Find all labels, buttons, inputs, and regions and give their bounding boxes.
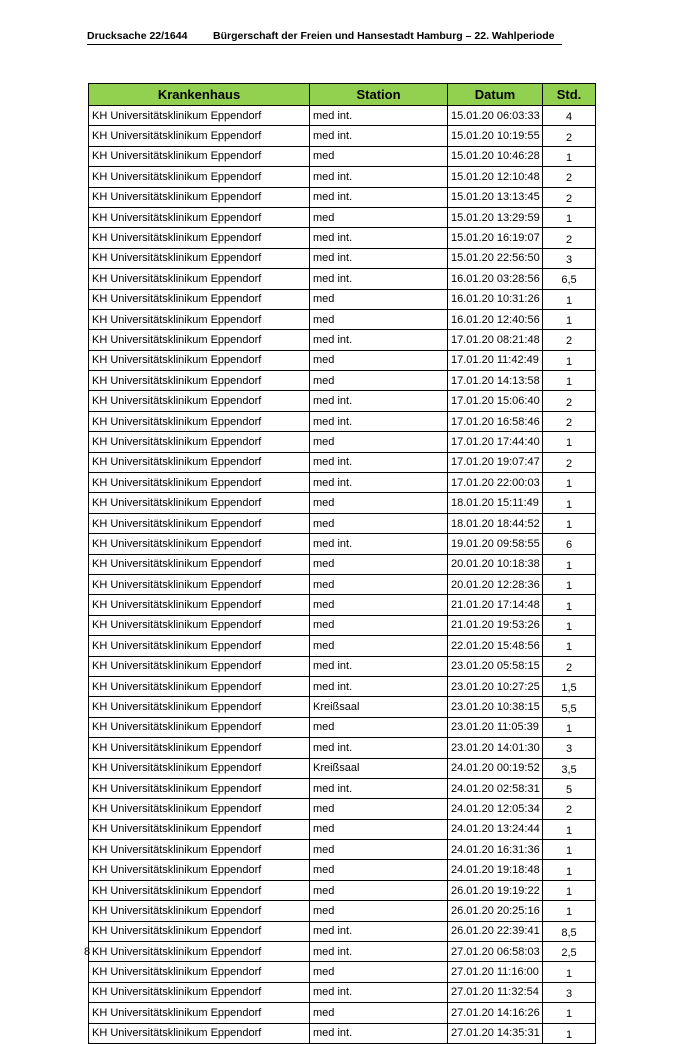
hospital-cell: KH Universitätsklinikum Eppendorf (89, 962, 310, 982)
table-row (89, 636, 596, 656)
date-cell: 24.01.20 16:31:36 (448, 840, 543, 860)
hours-cell: 1 (543, 473, 596, 493)
station-cell: med (310, 636, 448, 656)
station-cell: med (310, 554, 448, 574)
hospital-cell: KH Universitätsklinikum Eppendorf (89, 473, 310, 493)
station-cell: med (310, 880, 448, 900)
hours-cell: 2 (543, 126, 596, 146)
hospital-cell: KH Universitätsklinikum Eppendorf (89, 187, 310, 207)
hours-cell: 1 (543, 146, 596, 166)
table-row (89, 962, 596, 982)
date-cell: 21.01.20 19:53:26 (448, 615, 543, 635)
table-row (89, 799, 596, 819)
hours-cell: 1 (543, 574, 596, 594)
date-cell: 22.01.20 15:48:56 (448, 636, 543, 656)
table-row (89, 248, 596, 268)
table-row (89, 840, 596, 860)
document-number: Drucksache 22/1644 (87, 30, 188, 42)
date-cell: 26.01.20 22:39:41 (448, 921, 543, 941)
parliament-title: Bürgerschaft der Freien und Hansestadt Hamburg – 22. Wahlperiode (213, 30, 555, 42)
date-cell: 17.01.20 22:00:03 (448, 473, 543, 493)
date-cell: 19.01.20 09:58:55 (448, 534, 543, 554)
hospital-cell: KH Universitätsklinikum Eppendorf (89, 799, 310, 819)
hospital-cell: KH Universitätsklinikum Eppendorf (89, 574, 310, 594)
station-cell: med int. (310, 1023, 448, 1043)
table-row (89, 778, 596, 798)
station-cell: med (310, 901, 448, 921)
station-cell: med (310, 371, 448, 391)
hospital-cell: KH Universitätsklinikum Eppendorf (89, 717, 310, 737)
hours-cell: 1 (543, 513, 596, 533)
station-cell: med (310, 1003, 448, 1023)
hospital-cell: KH Universitätsklinikum Eppendorf (89, 636, 310, 656)
station-cell: med int. (310, 187, 448, 207)
date-cell: 20.01.20 10:18:38 (448, 554, 543, 574)
hospital-cell: KH Universitätsklinikum Eppendorf (89, 860, 310, 880)
hours-cell: 1 (543, 717, 596, 737)
hospital-cell: KH Universitätsklinikum Eppendorf (89, 819, 310, 839)
station-cell: med int. (310, 228, 448, 248)
date-cell: 23.01.20 05:58:15 (448, 656, 543, 676)
hours-cell: 2,5 (543, 942, 596, 962)
table-row (89, 228, 596, 248)
hours-cell: 2 (543, 452, 596, 472)
hospital-cell: KH Universitätsklinikum Eppendorf (89, 554, 310, 574)
hospital-cell: KH Universitätsklinikum Eppendorf (89, 309, 310, 329)
table-row (89, 106, 596, 126)
date-cell: 17.01.20 19:07:47 (448, 452, 543, 472)
table-row (89, 921, 596, 941)
table-row (89, 371, 596, 391)
date-cell: 17.01.20 16:58:46 (448, 411, 543, 431)
hospital-cell: KH Universitätsklinikum Eppendorf (89, 513, 310, 533)
table-header-row (89, 84, 596, 106)
date-cell: 23.01.20 14:01:30 (448, 738, 543, 758)
column-header-std: Std. (543, 84, 596, 106)
hospital-cell: KH Universitätsklinikum Eppendorf (89, 840, 310, 860)
station-cell: med (310, 574, 448, 594)
station-cell: med (310, 595, 448, 615)
table-row (89, 982, 596, 1002)
station-cell: med int. (310, 778, 448, 798)
hours-cell: 1 (543, 615, 596, 635)
hours-cell: 1 (543, 860, 596, 880)
hospital-cell: KH Universitätsklinikum Eppendorf (89, 248, 310, 268)
hours-cell: 2 (543, 167, 596, 187)
station-cell: med int. (310, 738, 448, 758)
date-cell: 23.01.20 10:38:15 (448, 697, 543, 717)
hours-cell: 1 (543, 554, 596, 574)
hospital-cell: KH Universitätsklinikum Eppendorf (89, 942, 310, 962)
hours-cell: 4 (543, 106, 596, 126)
station-cell: med int. (310, 330, 448, 350)
hours-cell: 5 (543, 778, 596, 798)
hospital-cell: KH Universitätsklinikum Eppendorf (89, 758, 310, 778)
hours-cell: 1,5 (543, 676, 596, 696)
table-row (89, 167, 596, 187)
station-cell: med (310, 493, 448, 513)
table-body (89, 106, 596, 1044)
table-row (89, 411, 596, 431)
date-cell: 27.01.20 14:16:26 (448, 1003, 543, 1023)
table-row (89, 676, 596, 696)
table-row (89, 942, 596, 962)
station-cell: Kreißsaal (310, 697, 448, 717)
hours-cell: 2 (543, 391, 596, 411)
hours-cell: 1 (543, 819, 596, 839)
shift-table (88, 83, 596, 1044)
table-row (89, 473, 596, 493)
table-row (89, 187, 596, 207)
hospital-cell: KH Universitätsklinikum Eppendorf (89, 126, 310, 146)
date-cell: 15.01.20 12:10:48 (448, 167, 543, 187)
hours-cell: 1 (543, 962, 596, 982)
running-header (87, 30, 562, 45)
date-cell: 24.01.20 02:58:31 (448, 778, 543, 798)
hospital-cell: KH Universitätsklinikum Eppendorf (89, 167, 310, 187)
table-row (89, 554, 596, 574)
date-cell: 15.01.20 13:29:59 (448, 207, 543, 227)
table-row (89, 819, 596, 839)
hours-cell: 1 (543, 493, 596, 513)
table-row (89, 269, 596, 289)
hospital-cell: KH Universitätsklinikum Eppendorf (89, 228, 310, 248)
hours-cell: 2 (543, 799, 596, 819)
date-cell: 17.01.20 15:06:40 (448, 391, 543, 411)
hours-cell: 8,5 (543, 921, 596, 941)
station-cell: Kreißsaal (310, 758, 448, 778)
date-cell: 17.01.20 17:44:40 (448, 432, 543, 452)
table-row (89, 146, 596, 166)
hours-cell: 3 (543, 738, 596, 758)
table-row (89, 493, 596, 513)
hospital-cell: KH Universitätsklinikum Eppendorf (89, 595, 310, 615)
date-cell: 15.01.20 22:56:50 (448, 248, 543, 268)
hospital-cell: KH Universitätsklinikum Eppendorf (89, 350, 310, 370)
date-cell: 27.01.20 11:32:54 (448, 982, 543, 1002)
hours-cell: 3 (543, 982, 596, 1002)
hospital-cell: KH Universitätsklinikum Eppendorf (89, 534, 310, 554)
station-cell: med int. (310, 106, 448, 126)
hours-cell: 2 (543, 228, 596, 248)
station-cell: med (310, 860, 448, 880)
hospital-cell: KH Universitätsklinikum Eppendorf (89, 697, 310, 717)
hours-cell: 1 (543, 1003, 596, 1023)
table-row (89, 901, 596, 921)
date-cell: 16.01.20 10:31:26 (448, 289, 543, 309)
station-cell: med (310, 819, 448, 839)
date-cell: 16.01.20 03:28:56 (448, 269, 543, 289)
hospital-cell: KH Universitätsklinikum Eppendorf (89, 1003, 310, 1023)
hospital-cell: KH Universitätsklinikum Eppendorf (89, 738, 310, 758)
hospital-cell: KH Universitätsklinikum Eppendorf (89, 1023, 310, 1043)
date-cell: 24.01.20 12:05:34 (448, 799, 543, 819)
hours-cell: 2 (543, 330, 596, 350)
date-cell: 17.01.20 11:42:49 (448, 350, 543, 370)
table-row (89, 452, 596, 472)
date-cell: 27.01.20 06:58:03 (448, 942, 543, 962)
date-cell: 18.01.20 18:44:52 (448, 513, 543, 533)
date-cell: 15.01.20 06:03:33 (448, 106, 543, 126)
table-row (89, 738, 596, 758)
hospital-cell: KH Universitätsklinikum Eppendorf (89, 146, 310, 166)
hospital-cell: KH Universitätsklinikum Eppendorf (89, 615, 310, 635)
station-cell: med (310, 962, 448, 982)
date-cell: 27.01.20 14:35:31 (448, 1023, 543, 1043)
station-cell: med (310, 717, 448, 737)
date-cell: 20.01.20 12:28:36 (448, 574, 543, 594)
hours-cell: 5,5 (543, 697, 596, 717)
station-cell: med (310, 289, 448, 309)
table-row (89, 1003, 596, 1023)
date-cell: 24.01.20 00:19:52 (448, 758, 543, 778)
hours-cell: 1 (543, 207, 596, 227)
station-cell: med int. (310, 248, 448, 268)
table-row (89, 391, 596, 411)
station-cell: med (310, 146, 448, 166)
hours-cell: 1 (543, 880, 596, 900)
hospital-cell: KH Universitätsklinikum Eppendorf (89, 880, 310, 900)
hospital-cell: KH Universitätsklinikum Eppendorf (89, 207, 310, 227)
table-row (89, 595, 596, 615)
hours-cell: 6,5 (543, 269, 596, 289)
hospital-cell: KH Universitätsklinikum Eppendorf (89, 432, 310, 452)
date-cell: 17.01.20 08:21:48 (448, 330, 543, 350)
hours-cell: 1 (543, 595, 596, 615)
date-cell: 15.01.20 16:19:07 (448, 228, 543, 248)
station-cell: med (310, 432, 448, 452)
hours-cell: 1 (543, 309, 596, 329)
date-cell: 15.01.20 13:13:45 (448, 187, 543, 207)
station-cell: med (310, 309, 448, 329)
station-cell: med int. (310, 473, 448, 493)
page-number: 8 (84, 946, 91, 958)
station-cell: med (310, 207, 448, 227)
station-cell: med (310, 350, 448, 370)
hospital-cell: KH Universitätsklinikum Eppendorf (89, 411, 310, 431)
date-cell: 23.01.20 11:05:39 (448, 717, 543, 737)
date-cell: 21.01.20 17:14:48 (448, 595, 543, 615)
hours-cell: 3 (543, 248, 596, 268)
hours-cell: 1 (543, 289, 596, 309)
date-cell: 18.01.20 15:11:49 (448, 493, 543, 513)
hospital-cell: KH Universitätsklinikum Eppendorf (89, 778, 310, 798)
hospital-cell: KH Universitätsklinikum Eppendorf (89, 269, 310, 289)
table-row (89, 697, 596, 717)
hours-cell: 1 (543, 371, 596, 391)
hours-cell: 2 (543, 411, 596, 431)
hours-cell: 6 (543, 534, 596, 554)
table-row (89, 656, 596, 676)
table-row (89, 289, 596, 309)
station-cell: med int. (310, 982, 448, 1002)
hospital-cell: KH Universitätsklinikum Eppendorf (89, 330, 310, 350)
station-cell: med int. (310, 269, 448, 289)
table-row (89, 574, 596, 594)
station-cell: med (310, 615, 448, 635)
hospital-cell: KH Universitätsklinikum Eppendorf (89, 921, 310, 941)
hospital-cell: KH Universitätsklinikum Eppendorf (89, 982, 310, 1002)
station-cell: med int. (310, 452, 448, 472)
hours-cell: 2 (543, 187, 596, 207)
hours-cell: 1 (543, 636, 596, 656)
station-cell: med int. (310, 942, 448, 962)
station-cell: med int. (310, 921, 448, 941)
date-cell: 16.01.20 12:40:56 (448, 309, 543, 329)
hospital-cell: KH Universitätsklinikum Eppendorf (89, 452, 310, 472)
table-row (89, 534, 596, 554)
station-cell: med int. (310, 534, 448, 554)
date-cell: 23.01.20 10:27:25 (448, 676, 543, 696)
column-header-datum: Datum (448, 84, 543, 106)
table-row (89, 207, 596, 227)
hospital-cell: KH Universitätsklinikum Eppendorf (89, 391, 310, 411)
station-cell: med int. (310, 411, 448, 431)
hospital-cell: KH Universitätsklinikum Eppendorf (89, 656, 310, 676)
station-cell: med (310, 513, 448, 533)
date-cell: 15.01.20 10:19:55 (448, 126, 543, 146)
hospital-cell: KH Universitätsklinikum Eppendorf (89, 493, 310, 513)
hospital-cell: KH Universitätsklinikum Eppendorf (89, 371, 310, 391)
hospital-cell: KH Universitätsklinikum Eppendorf (89, 901, 310, 921)
date-cell: 17.01.20 14:13:58 (448, 371, 543, 391)
table-row (89, 1023, 596, 1043)
column-header-krankenhaus: Krankenhaus (89, 84, 310, 106)
table-row (89, 615, 596, 635)
date-cell: 27.01.20 11:16:00 (448, 962, 543, 982)
station-cell: med int. (310, 676, 448, 696)
hospital-cell: KH Universitätsklinikum Eppendorf (89, 289, 310, 309)
hospital-cell: KH Universitätsklinikum Eppendorf (89, 106, 310, 126)
table-row (89, 758, 596, 778)
table-row (89, 330, 596, 350)
hours-cell: 2 (543, 656, 596, 676)
table-row (89, 350, 596, 370)
hours-cell: 1 (543, 350, 596, 370)
hospital-cell: KH Universitätsklinikum Eppendorf (89, 676, 310, 696)
hours-cell: 3,5 (543, 758, 596, 778)
date-cell: 26.01.20 19:19:22 (448, 880, 543, 900)
station-cell: med int. (310, 391, 448, 411)
table-row (89, 717, 596, 737)
table-row (89, 860, 596, 880)
table-row (89, 880, 596, 900)
date-cell: 26.01.20 20:25:16 (448, 901, 543, 921)
hours-cell: 1 (543, 840, 596, 860)
station-cell: med int. (310, 167, 448, 187)
date-cell: 24.01.20 13:24:44 (448, 819, 543, 839)
station-cell: med int. (310, 656, 448, 676)
station-cell: med (310, 840, 448, 860)
hours-cell: 1 (543, 901, 596, 921)
station-cell: med (310, 799, 448, 819)
table-row (89, 309, 596, 329)
hours-cell: 1 (543, 432, 596, 452)
hours-cell: 1 (543, 1023, 596, 1043)
station-cell: med int. (310, 126, 448, 146)
date-cell: 24.01.20 19:18:48 (448, 860, 543, 880)
date-cell: 15.01.20 10:46:28 (448, 146, 543, 166)
table-row (89, 513, 596, 533)
column-header-station: Station (310, 84, 448, 106)
table-row (89, 126, 596, 146)
table-row (89, 432, 596, 452)
